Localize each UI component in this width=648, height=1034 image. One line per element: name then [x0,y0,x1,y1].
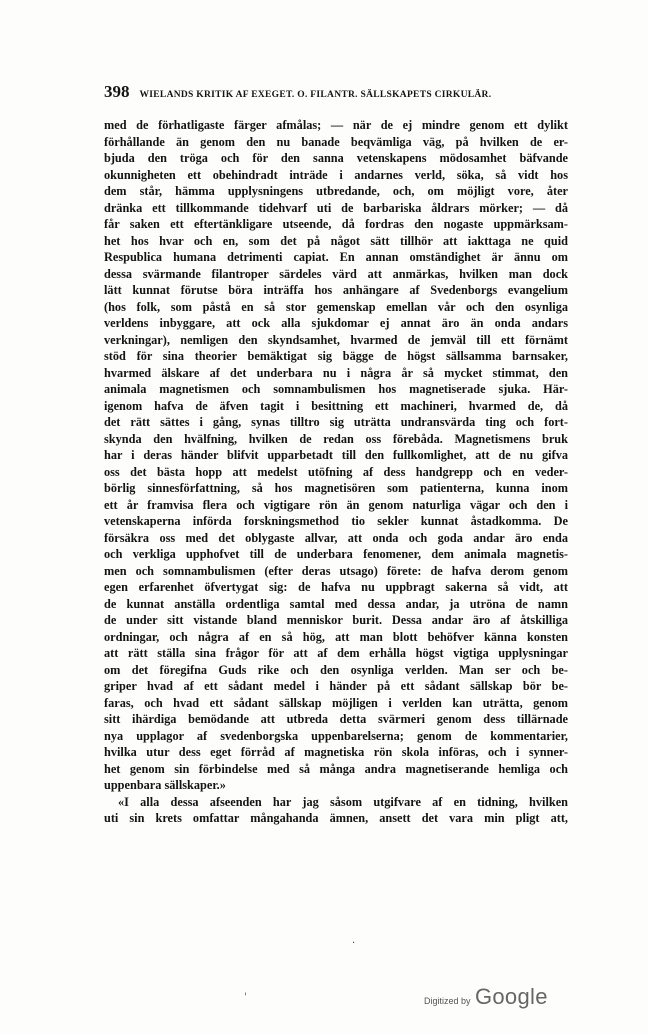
text-line: hvilka utur dess eget förråd af magnetiska rön skola införas, och i synner- [104,745,568,759]
text-line: de kunnat anställa ordentliga samtal med dessa andar, ja utröna de namn [104,596,568,611]
text-line: har i deras händer blifvit upparbetadt till den fullkomlighet, att de nu gifva [104,448,568,462]
text-line: bjuda den tröga och för den sanna vetenskapens mödosamhet bäfvande [104,151,568,165]
text-line: dränka ett tillkommande tidehvarf uti de barbariska åldrars mörker; — då [104,200,568,215]
text-line: het genom sin förbindelse med så många andra magnetiserande hemliga och [104,761,568,776]
body-text [104,117,568,827]
text-line: verkningar), nemligen den skyndsamhet, hvarmed de jemväl till ett förnämt [104,332,568,347]
scan-speck: · [352,938,356,949]
scan-mark: ' [244,992,247,1003]
text-line: men och somnambulismen (efter deras utsago) förete: de hafva derom genom [104,563,568,578]
text-line: egen erfarenhet öfvertygat sig: de hafva nu uppbragt sakerna så vidt, att [104,580,568,594]
text-line: ett år framvisa flera och vigtigare rön än genom naturliga vägar och den i [104,497,568,512]
text-line: om det föregifna Guds rike och den osynliga verlden. Man ser och be- [104,662,568,677]
text-line: börlig sinnesförfattning, så hos magnetisören som patienterna, kunna inom [104,481,568,495]
text-line: faras, och hvad ett sådant sällskap möjligen i verlden kan uträtta, genom [104,695,568,710]
text-line: de under sitt vistande bland menniskor burit. Dessa andar äro af åtskilliga [104,613,568,627]
text-line: Respublica humana detrimenti capiat. En annan omständighet är ännu om [104,250,568,264]
text-line: het hos hvar och en, som det på något sätt tillhör att iakttaga ne quid [104,233,568,248]
text-line: griper hvad af ett sådant medel i händer på ett sådant sällskap bör be- [104,679,568,693]
text-line: och verkliga upphofvet till de underbara fenomener, dem animala magnetis- [104,547,568,561]
text-line: sitt ihärdiga bemödande att utbreda detta svärmeri genom dess tillärnade [104,712,568,726]
text-line: att rätt ställa sina frågor för att af dem erhålla högst vigtiga upplysningar [104,646,568,660]
text-line: «I alla dessa afseenden har jag såsom utgifvare af en tidning, hvilken [118,794,568,809]
text-line: med de förhatligaste färger afmålas; — när de ej mindre genom ett dylikt [104,118,568,132]
text-line: animala magnetismen och somnambulismen hos magnetiserade sjuka. Här- [104,382,568,396]
digitized-by-label: Digitized by [424,996,471,1006]
text-line: verldens inbyggare, att ock alla sjukdomar ej annat äro än onda andars [104,316,568,330]
text-line: uti sin krets omfattar mångahanda ämnen, ansett det vara min pligt att, [104,811,568,825]
text-line: ordningar, och några af en så hög, att man blott behöfver känna konsten [104,629,568,644]
text-line: försäkra oss med det oblygaste allvar, att onda och goda andar äro enda [104,530,568,545]
text-line: igenom hafva de äfven tagit i besittning ett machineri, hvarmed de, då [104,398,568,413]
text-line: skynda den hvälfning, hvilken de redan oss förebåda. Magnetismens bruk [104,431,568,446]
running-header [104,82,564,102]
text-line: okunnigheten ett obehindradt inträde i andarnes verld, söka, så vidt hos [104,167,568,182]
running-head-title: WIELANDS KRITIK AF EXEGET. O. FILANTR. SÄLLSKAPETS CIRKULÄR. [139,90,492,100]
text-line: dessa svärmande filantroper särdeles värd att anmärkas, hvilken man dock [104,266,568,281]
text-line: (hos folk, som påstå en så stor gemenskap emellan vår och den osynliga [104,299,568,314]
text-line: nya upplagor af svedenborgska uppenbarelserna; genom de kommentarier, [104,728,568,743]
text-line: lätt kunnat förutse böra inträffa hos anhängare af Svedenborgs evangelium [104,283,568,297]
text-line: hvarmed älskare af det underbara nu i några år så mycket stimmat, den [104,365,568,380]
text-line: får saken ett eftertänkligare utseende, då fordras den nogaste uppmärksam- [104,217,568,231]
text-line: vetenskaperna införda forskningsmethod tio sekler kunnat åstadkomma. De [104,514,568,528]
text-line: förhållande än genom den nu banade beqvämliga väg, på hvilken de er- [104,134,568,149]
text-line: oss det bästa hopp att medelst utöfning af dess handgrepp och en veder- [104,464,568,479]
text-line: stöd för sina theorier bemäktigat sig bägge de högst sällsamma barnsaker, [104,349,568,363]
google-logo: Google [474,984,548,1009]
text-line: uppenbara sällskaper.» [104,778,226,792]
text-line: det rätt sättes i gång, synas tilltro sig uträtta undransvärda ting och fort- [104,415,568,429]
page-number: 398 [104,82,130,101]
digitized-by-watermark [424,984,548,1010]
text-line: dem står, hämma upplysningens utbredande, och, om möjligt vore, åter [104,184,568,198]
